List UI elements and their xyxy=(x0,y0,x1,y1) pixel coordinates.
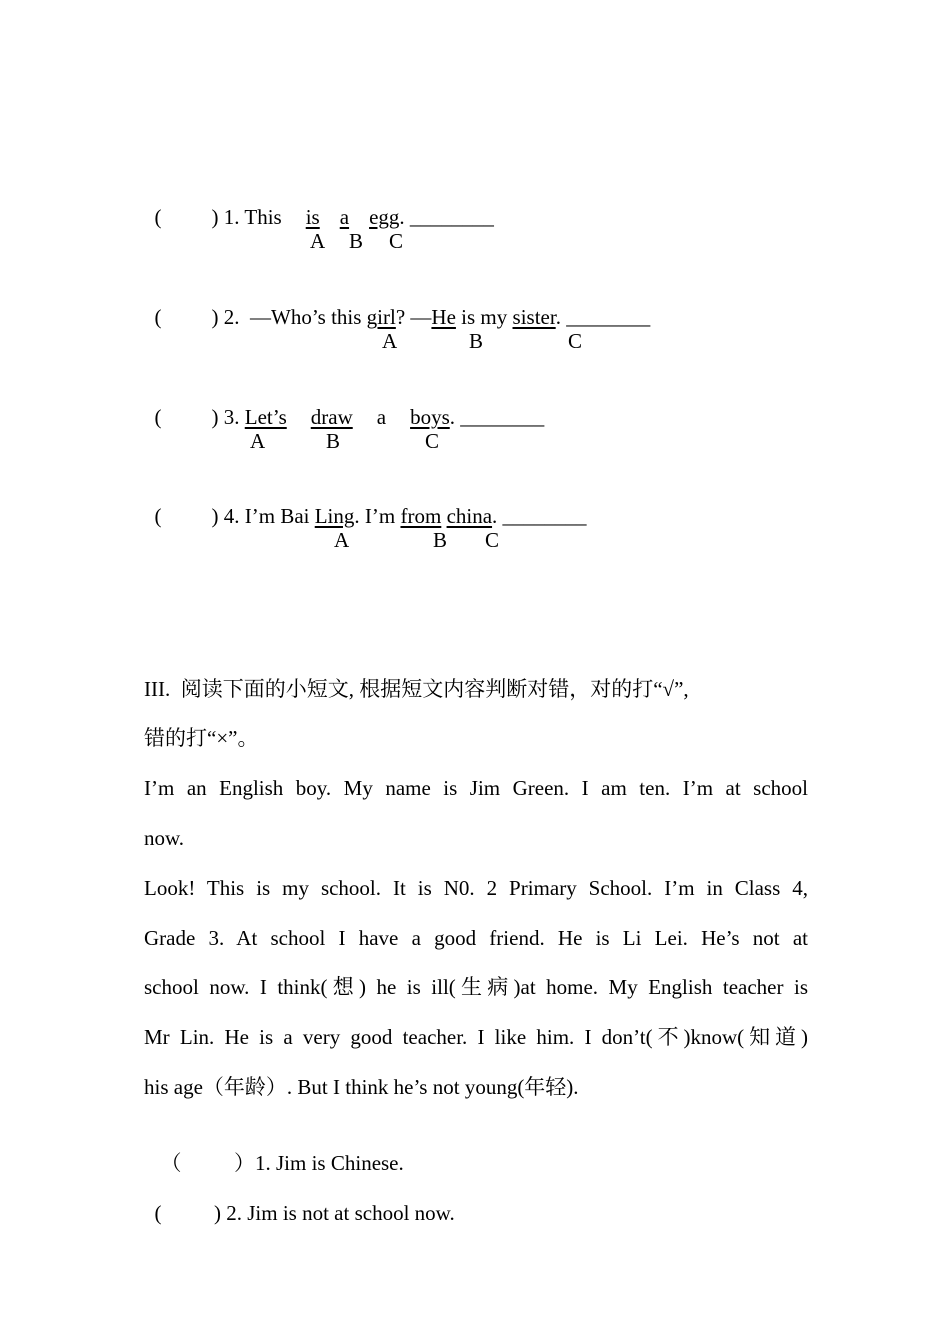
question-number: 4. xyxy=(223,504,240,528)
option-a: A xyxy=(250,429,266,453)
underlined-word-a: is xyxy=(305,205,320,229)
paren-close: ) xyxy=(211,405,219,429)
answer-blank[interactable]: ________ xyxy=(566,305,651,329)
option-c: C xyxy=(568,329,583,353)
option-b: B xyxy=(433,528,448,552)
passage-line: Mr Lin. He is a very good teacher. I like him. I don’t(不)know(知道) xyxy=(144,1025,808,1049)
underlined-word-c: boys xyxy=(410,405,450,429)
passage-line: now. xyxy=(144,826,185,850)
tf-statement: 2. Jim is not at school now. xyxy=(226,1201,455,1225)
underlined-word-b: a xyxy=(339,205,350,229)
paren-close: ) xyxy=(211,305,219,329)
option-b: B xyxy=(469,329,484,353)
underlined-word-a: Let’s xyxy=(244,405,287,429)
paren-open: ( xyxy=(154,405,162,429)
passage-line: Look! This is my school. It is N0. 2 Primary School. I’m in Class 4, xyxy=(144,876,808,900)
option-c: C xyxy=(485,528,500,552)
paren-open: ( xyxy=(154,305,162,329)
underlined-word-a: girl xyxy=(366,305,396,329)
section-heading-cont: 错的打“×”。 xyxy=(144,726,259,750)
option-c: C xyxy=(425,429,440,453)
answer-blank[interactable]: ________ xyxy=(409,205,494,229)
paren-close: ) xyxy=(211,205,219,229)
passage-line: school now. I think(想) he is ill(生病)at home. My English teacher is xyxy=(144,975,808,999)
passage-line: I’m an English boy. My name is Jim Green. I am ten. I’m at school xyxy=(144,776,808,800)
option-a: A xyxy=(382,329,398,353)
question-number: 3. xyxy=(223,405,240,429)
underlined-word-a: Ling xyxy=(314,504,355,528)
question-3: ( ) 3. Let’s draw a boys. ________ xyxy=(154,405,545,429)
passage-line: his age（年龄）. But I think he’s not young(年轻). xyxy=(144,1075,579,1099)
tf-item-1 xyxy=(150,1124,404,1176)
answer-blank[interactable]: ________ xyxy=(502,504,587,528)
question-2: ( ) 2. —Who’s this girl? —He is my sister. ________ xyxy=(154,305,651,329)
answer-paren[interactable]: ( ) xyxy=(154,1201,221,1225)
option-c: C xyxy=(389,229,404,253)
underlined-word-c: egg xyxy=(369,205,400,229)
answer-paren[interactable]: （ ） xyxy=(160,1151,255,1175)
underlined-word-c: china xyxy=(446,504,493,528)
passage-line: Grade 3. At school I have a good friend. He is Li Lei. He’s not at xyxy=(144,926,808,950)
underlined-word-b: from xyxy=(400,504,442,528)
word: This xyxy=(244,205,282,229)
option-b: B xyxy=(349,229,364,253)
option-a: A xyxy=(310,229,326,253)
question-4: ( ) 4. I’m Bai Ling. I’m from china. ________ xyxy=(154,504,587,528)
paren-close: ) xyxy=(211,504,219,528)
tf-item-2 xyxy=(144,1174,455,1226)
underlined-word-b: He xyxy=(431,305,456,329)
paren-open: ( xyxy=(154,205,162,229)
tf-statement: 1. Jim is Chinese. xyxy=(255,1151,404,1175)
question-number: 2. xyxy=(223,305,240,329)
section-heading: III. 阅读下面的小短文, 根据短文内容判断对错，对的打“√”, xyxy=(144,677,689,701)
question-number: 1. xyxy=(223,205,240,229)
option-a: A xyxy=(334,528,350,552)
underlined-word-b: draw xyxy=(310,405,353,429)
underlined-word-c: sister xyxy=(512,305,556,329)
answer-blank[interactable]: ________ xyxy=(460,405,545,429)
option-b: B xyxy=(326,429,341,453)
paren-open: ( xyxy=(154,504,162,528)
question-1: ( ) 1. This is a egg. ________ xyxy=(154,205,494,229)
